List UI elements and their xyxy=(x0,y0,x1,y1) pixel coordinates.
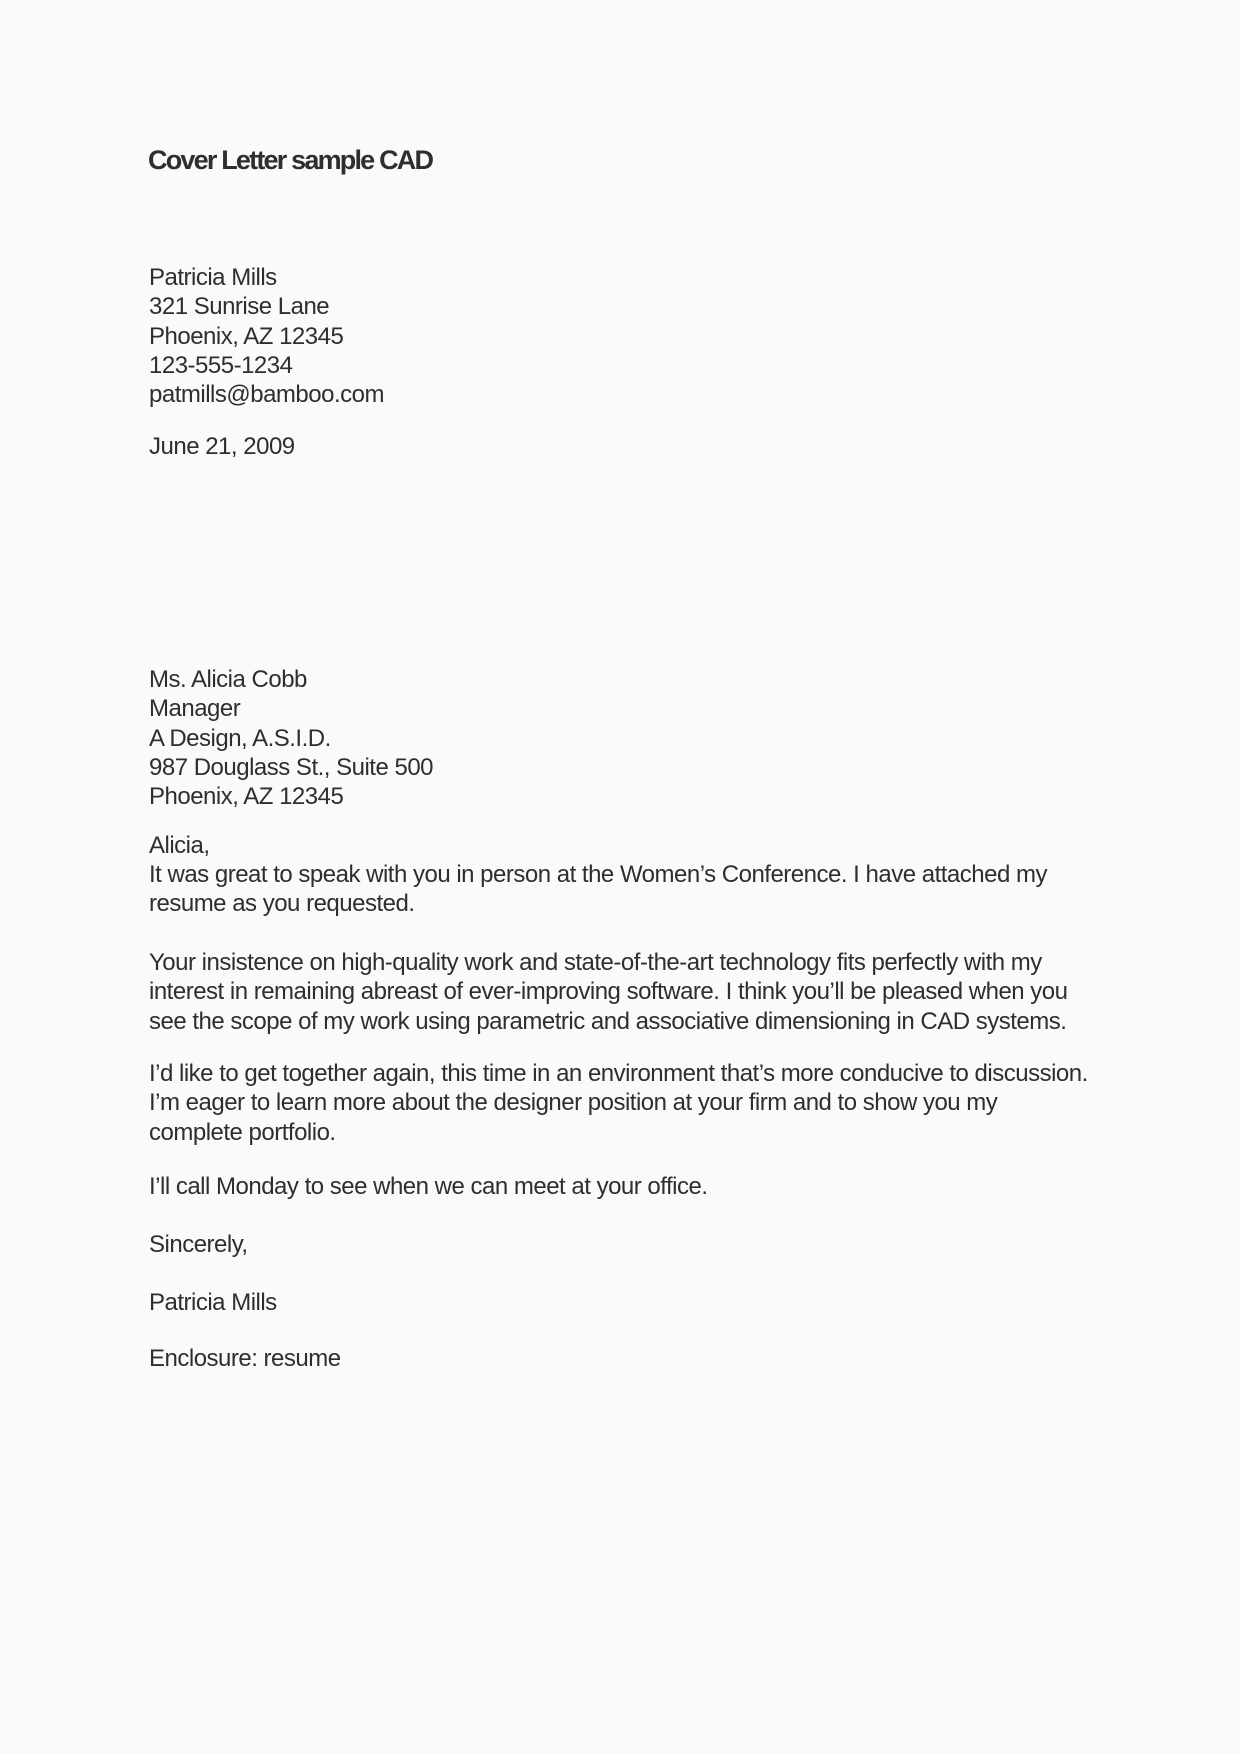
sender-address-line: 321 Sunrise Lane xyxy=(149,293,330,321)
body-text-line: It was great to speak with you in person at the Women’s Conference. I have attached my xyxy=(149,861,1047,888)
body-text-line: see the scope of my work using parametric and associative dimensioning in CAD systems. xyxy=(149,1007,1067,1035)
recipient-address-block xyxy=(149,665,433,812)
sender-address-line: Phoenix, AZ 12345 xyxy=(149,322,344,350)
body-text-line: interest in remaining abreast of ever-improving software. I think you’ll be pleased when you xyxy=(149,978,1068,1006)
salutation: Alicia, xyxy=(149,832,210,859)
closing: Sincerely, xyxy=(149,1231,248,1258)
body-paragraph xyxy=(149,860,1047,919)
body-text-line: I’d like to get together again, this time in an environment that’s more conducive to discussion. xyxy=(149,1060,1088,1087)
body-text-line: resume as you requested. xyxy=(149,890,415,918)
sender-address-block xyxy=(149,263,384,410)
recipient-address-line: 987 Douglass St., Suite 500 xyxy=(149,753,434,781)
body-paragraph xyxy=(149,1059,1088,1147)
recipient-address-line: A Design, A.S.I.D. xyxy=(149,724,331,752)
body-text-line: I’ll call Monday to see when we can meet at your office. xyxy=(149,1173,708,1200)
date-line: June 21, 2009 xyxy=(149,433,295,460)
enclosure-note: Enclosure: resume xyxy=(149,1345,341,1372)
recipient-address-line: Ms. Alicia Cobb xyxy=(149,666,307,693)
sender-address-line: 123-555-1234 xyxy=(149,351,293,379)
sender-address-line: patmills@bamboo.com xyxy=(149,381,384,409)
sender-address-line: Patricia Mills xyxy=(149,264,277,291)
body-text-line: complete portfolio. xyxy=(149,1118,336,1146)
document-title: Cover Letter sample CAD xyxy=(148,145,433,175)
body-text-line: Your insistence on high-quality work and state-of-the-art technology fits perfectly with my xyxy=(149,949,1042,976)
body-text-line: I’m eager to learn more about the designer position at your firm and to show you my xyxy=(149,1089,998,1117)
recipient-address-line: Manager xyxy=(149,695,241,723)
signature-name: Patricia Mills xyxy=(149,1289,277,1316)
recipient-address-line: Phoenix, AZ 12345 xyxy=(149,783,344,811)
body-paragraph xyxy=(149,948,1068,1036)
body-paragraph xyxy=(149,1172,708,1201)
